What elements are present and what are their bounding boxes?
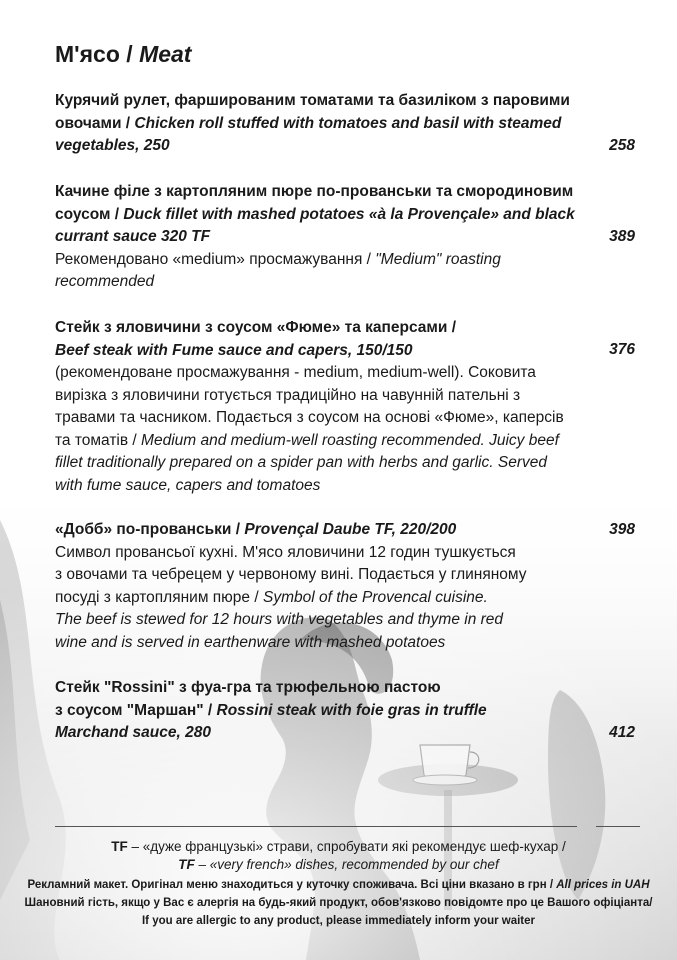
menu-item-name: Качине філе з картопляним пюре по-прованськи та смородиновим соусом / Duck fillet with mashed potatoes «à la Provençale» and black currant sauce 320 TF [55,183,575,245]
menu-item-price: 376 [609,341,635,358]
menu-item [55,181,635,294]
menu-item-description: Рекомендовано «medium» просмажування / "Medium" roasting recommended [55,250,501,290]
menu-item-price: 389 [609,228,635,245]
menu-item-name: Курячий рулет, фаршированим томатами та базиліком з паровими овочами / Chicken roll stuffed with tomatoes and basil with steamed vegetables, 250 [55,92,570,154]
menu-item-price: 258 [609,137,635,154]
menu-item-price: 412 [609,724,635,741]
section-title: М'ясо / Meat [55,41,192,67]
menu-item-name: Стейк "Rossini" з фуа-гра та трюфельною пастою з соусом "Маршан" / Rossini steak with foie gras in truffle Marchand sauce, 280 [55,679,487,741]
menu-item-description: Символ провансьої кухні. М'ясо яловичини 12 годин тушкується з овочами та чебрецем у червоному вині. Подається у глиняному посуді з картопляним пюре / Symbol of the Provencal cuisine. The beef is stewed for 12 hours with vegetables and thyme in red wine and is served in earthenware with mashed potatoes [55,543,527,651]
menu-item-price: 398 [609,521,635,538]
section-title-ua: М'ясо [55,41,120,67]
menu-item [55,677,635,745]
footer-allergy-ua: Шановний гість, якщо у Вас є алергія на будь-який продукт, обов'язково повідомте про це Вашого офіціанта/ [24,897,653,909]
footer-tf-ua: TF – «дуже французькі» страви, спробувати які рекомендує шеф-кухар / [111,839,566,854]
menu-item-name: Стейк з яловичини з соусом «Фюме» та каперсами / Beef steak with Fume sauce and capers, 150/150 [55,319,457,359]
footer-allergy-en: If you are allergic to any product, please immediately inform your waiter [141,915,536,927]
footer-divider-short [596,826,640,827]
menu-item [55,90,635,158]
menu-item-name: «Добб» по-прованськи / Provençal Daube TF, 220/200 [55,521,457,538]
footer-notice: Рекламний макет. Оригінал меню знаходиться у куточку споживача. Всі ціни вказано в грн / All prices in UAH [27,879,650,891]
menu-item-description: (рекомендоване просмажування - medium, medium-well). Соковита вирізка з яловичини готується традиційно на чавунній пательні з травами та часником. Подається з соусом на основі «Фюме», каперсів та томатів / Medium and medium-well roasting recommended. Juicy beef fillet traditionally prepared on a spider pan with herbs and garlic. Served with fume sauce, capers and tomatoes [55,364,564,494]
footer-divider [55,826,577,827]
footer-tf-en: TF – «very french» dishes, recommended by our chef [178,857,499,872]
section-title-en: Meat [139,41,192,67]
menu-item [55,317,635,497]
menu-item [55,519,635,654]
